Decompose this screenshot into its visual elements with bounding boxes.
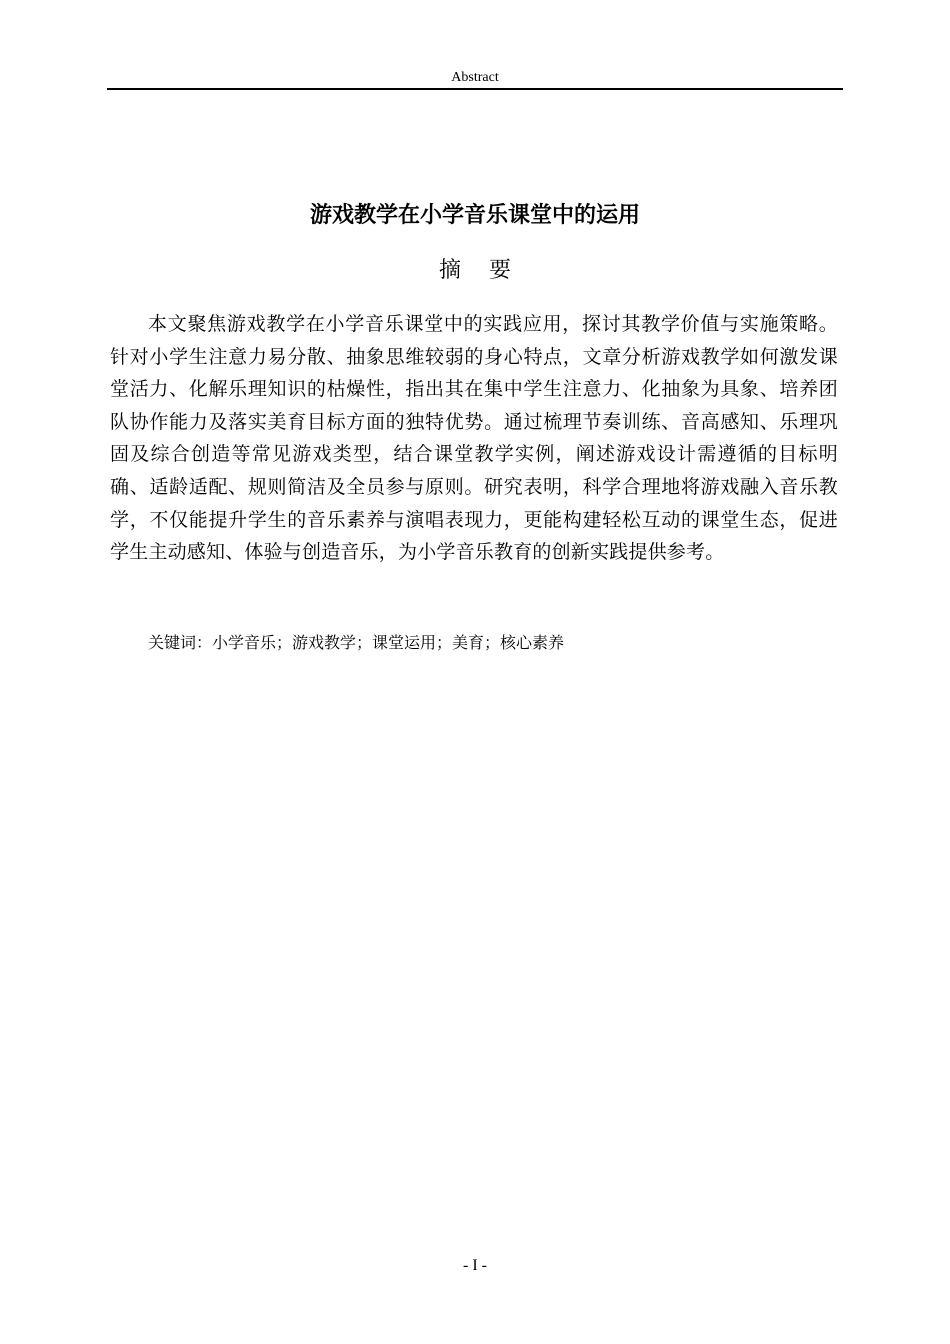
running-header: Abstract	[451, 70, 499, 85]
abstract-body: 本文聚焦游戏教学在小学音乐课堂中的实践应用，探讨其教学价值与实施策略。针对小学生注意力易分散、抽象思维较弱的身心特点，文章分析游戏教学如何激发课堂活力、化解乐理知识的枯燥性，指出其在集中学生注意力、化抽象为具象、培养团队协作能力及落实美育目标方面的独特优势。通过梳理节奏训练、音高感知、乐理巩固及综合创造等常见游戏类型，结合课堂教学实例，阐述游戏设计需遵循的目标明确、适龄适配、规则简洁及全员参与原则。研究表明，科学合理地将游戏融入音乐教学，不仅能提升学生的音乐素养与演唱表现力，更能构建轻松互动的课堂生态，促进学生主动感知、体验与创造音乐，为小学音乐教育的创新实践提供参考。	[110, 313, 838, 564]
keywords-line: 关键词：小学音乐；游戏教学；课堂运用；美育；核心素养	[148, 633, 565, 652]
document-title: 游戏教学在小学音乐课堂中的运用	[309, 203, 640, 228]
abstract-heading: 摘要	[438, 258, 539, 283]
header-rule	[107, 88, 843, 90]
page-number: - I -	[463, 1257, 487, 1274]
